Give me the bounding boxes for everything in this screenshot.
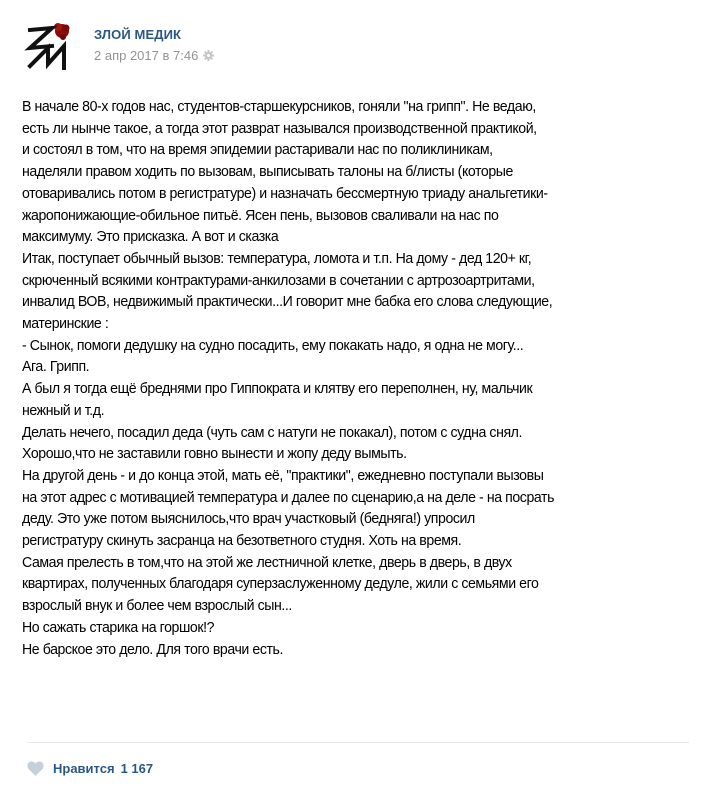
post-text-line: материнские : [22,315,109,333]
post-text-line: Итак, поступает обычный вызов: температура, ломота и т.п. На дому - дед 120+ кг, [22,249,532,267]
post-text-line: инвалид ВОВ, недвижимый практически...И говорит мне бабка его слова следующие, [22,293,553,311]
post-text-line: максимуму. Это присказка. А вот и сказка [22,228,279,246]
post-text-line: - Сынок, помоги дедушку на судно посадить, ему покакать надо, я одна не могу... [22,336,524,354]
post-text-line: Не барское это дело. Для того врачи есть. [22,640,283,658]
post-text-line: отоваривались потом в регистратуре) и назначать бессмертную триаду анальгетики- [22,184,548,202]
post-text-line: Самая прелесть в том,что на этой же лестничной клетке, дверь в дверь, в двух [22,553,512,571]
post-text-line: деду. Это уже потом выяснилось,что врач участковый (бедняга!) упросил [22,510,475,528]
post-text-line: Ага. Грипп. [22,358,90,376]
post-text-line: и состоял в том, что на время эпидемии растаривали нас по поликлиникам, [22,141,493,159]
post-text-line: жаропонижающие-обильное питьё. Ясен пень, вызовов сваливали на нас по [22,206,499,224]
post-text-line: на этот адрес с мотивацией температура и далее по сценарию,а на деле - на посрать [22,488,555,506]
post-meta [94,48,214,63]
post-text-line: Делать нечего, посадил деда (чуть сам с натуги не покакал), потом с судна снял. [22,423,523,441]
avatar[interactable] [22,18,78,74]
post-text-line: взрослый внук и более чем взрослый сын... [22,597,292,615]
post-text-line: На другой день - и до конца этой, мать её, "практики", ежедневно поступали вызовы [22,466,544,484]
post-text-line: А был я тогда ещё бреднями про Гиппократа и клятву его переполнен, ну, мальчик [22,380,533,398]
post-text-line: наделяли правом ходить по вызовам, выписывать талоны на б/листы (которые [22,163,513,181]
post-text-line: нежный и т.д. [22,401,105,419]
zm-logo-icon [22,18,78,74]
post-text-line: скрюченный всякими контрактурами-анкилозами в сочетании с артрозоартритами, [22,271,535,289]
post-timestamp[interactable]: 2 апр 2017 в 7:46 [94,48,199,63]
author-name[interactable]: ЗЛОЙ МЕДИК [94,27,182,42]
post-footer-divider [27,742,689,743]
post-text-line: Но сажать старика на горшок!? [22,618,215,636]
post-text-line: регистратуру скинуть засранца на безответного студня. Хоть на время. [22,532,462,550]
gear-icon[interactable] [203,50,214,61]
like-count: 1 167 [120,761,154,776]
heart-icon [27,761,44,776]
like-label: Нравится [53,761,115,776]
post-text-line: есть ли нынче такое, а тогда этот разврат назывался производственной практикой, [22,119,537,137]
post-text [22,96,693,660]
post-text-line: квартирах, полученных благодаря суперзаслуженному дедуле, жили с семьями его [22,575,539,593]
like-button[interactable] [27,761,153,776]
post-text-line: Хорошо,что не заставили говно вынести и жопу деду вымыть. [22,445,407,463]
post-text-line: В начале 80-х годов нас, студентов-старшекурсников, гоняли "на грипп". Не ведаю, [22,98,536,115]
